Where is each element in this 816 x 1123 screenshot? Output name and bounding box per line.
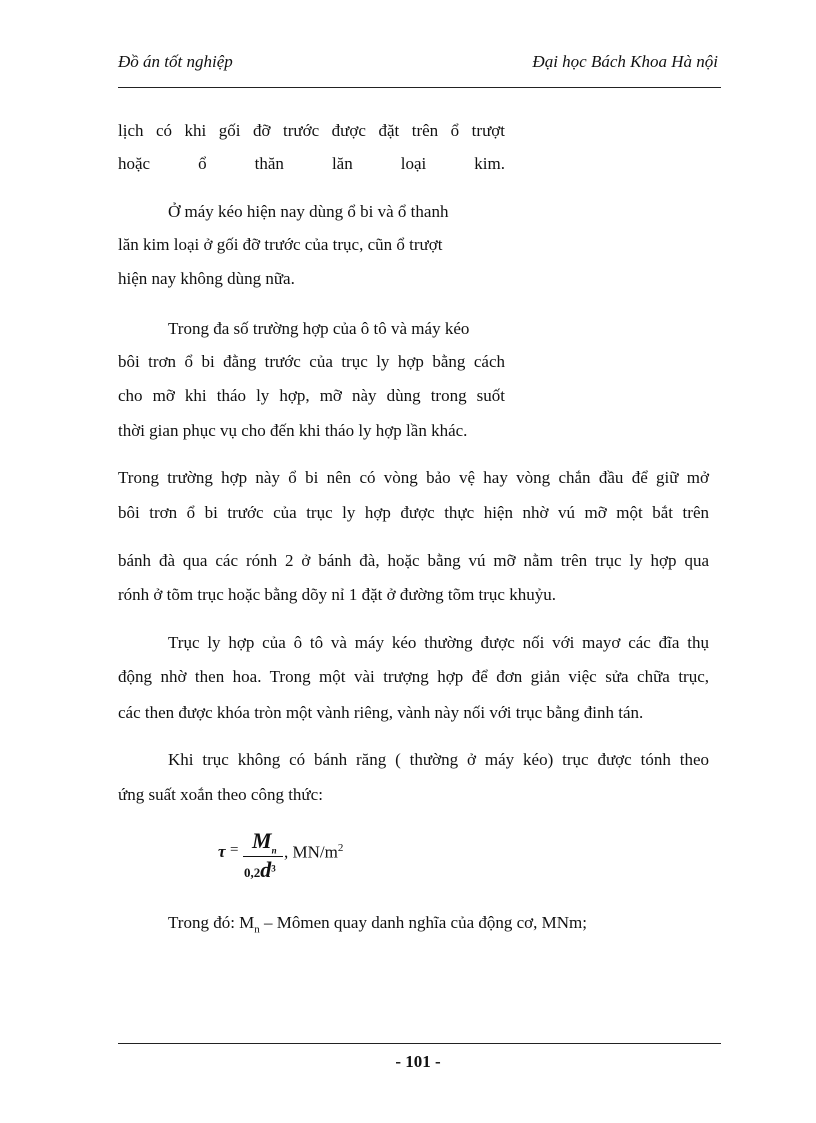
header-title-left: Đồ án tốt nghiệp	[118, 52, 233, 71]
paragraph-line: Khi trục không có bánh răng ( thường ở máy kéo) trục được tónh theo	[168, 750, 709, 769]
header-rule	[118, 87, 721, 88]
paragraph-line: hoặc ổ thăn lăn loại kim.	[118, 154, 505, 173]
paragraph-line: động nhờ then hoa. Trong một vài trượng hợp để đơn giản việc sửa chữa trục,	[118, 667, 709, 686]
paragraph-line: hiện nay không dùng nữa.	[118, 269, 295, 288]
page-number: - 101 -	[395, 1052, 441, 1071]
paragraph-line: lăn kim loại ở gối đỡ trước của trục, cũn ổ trượt	[118, 235, 443, 254]
paragraph-line: Trục ly hợp của ô tô và máy kéo thường được nối với mayơ các đĩa thụ	[168, 633, 709, 652]
paragraph-line: Trong đa số trường hợp của ô tô và máy kéo	[168, 319, 470, 338]
paragraph-line: bôi trơn ổ bi trước của trục ly hợp được thực hiện nhờ vú mỡ một bắt trên	[118, 503, 709, 522]
header-title-right: Đại học Bách Khoa Hà nội	[532, 52, 718, 71]
formula-unit: , $MN/m^2$	[284, 842, 344, 862]
formula-numerator: $M_n$	[252, 828, 277, 856]
paragraph-line: bôi trơn ổ bi đằng trước của trục ly hợp bằng cách	[118, 352, 505, 371]
paragraph-line: bánh đà qua các rónh 2 ở bánh đà, hoặc bằng vú mỡ nằm trên trục ly hợp qua	[118, 551, 709, 570]
footer-rule	[118, 1043, 721, 1044]
paragraph-line: lịch có khi gối đỡ trước được đặt trên ổ trượt	[118, 121, 505, 140]
formula-definition: Trong đó: $M_n$ – Mômen quay danh nghĩa của động cơ, MNm;	[168, 913, 588, 936]
formula-denominator: $0,2d^3$	[244, 857, 276, 882]
paragraph-line: rónh ở tõm trục hoặc bằng dõy nỉ 1 đặt ở đường tõm trục khuỷu.	[118, 585, 556, 604]
formula-equals: =	[230, 842, 239, 858]
paragraph-line: ứng suất xoắn theo công thức:	[118, 785, 323, 804]
paragraph-line: Ở máy kéo hiện nay dùng ổ bi và ổ thanh	[168, 202, 449, 221]
paragraph-line: Trong trường hợp này ổ bi nên có vòng bảo vệ hay vòng chắn đầu để giữ mở	[118, 468, 709, 487]
paragraph-line: các then được khóa tròn một vành riêng, vành này nối với trục bằng đinh tán.	[118, 703, 644, 722]
paragraph-line: cho mỡ khi tháo ly hợp, mỡ này dùng trong suốt	[118, 386, 505, 405]
formula-tau: τ	[218, 842, 226, 861]
paragraph-line: thời gian phục vụ cho đến khi tháo ly hợp lần khác.	[118, 421, 468, 440]
